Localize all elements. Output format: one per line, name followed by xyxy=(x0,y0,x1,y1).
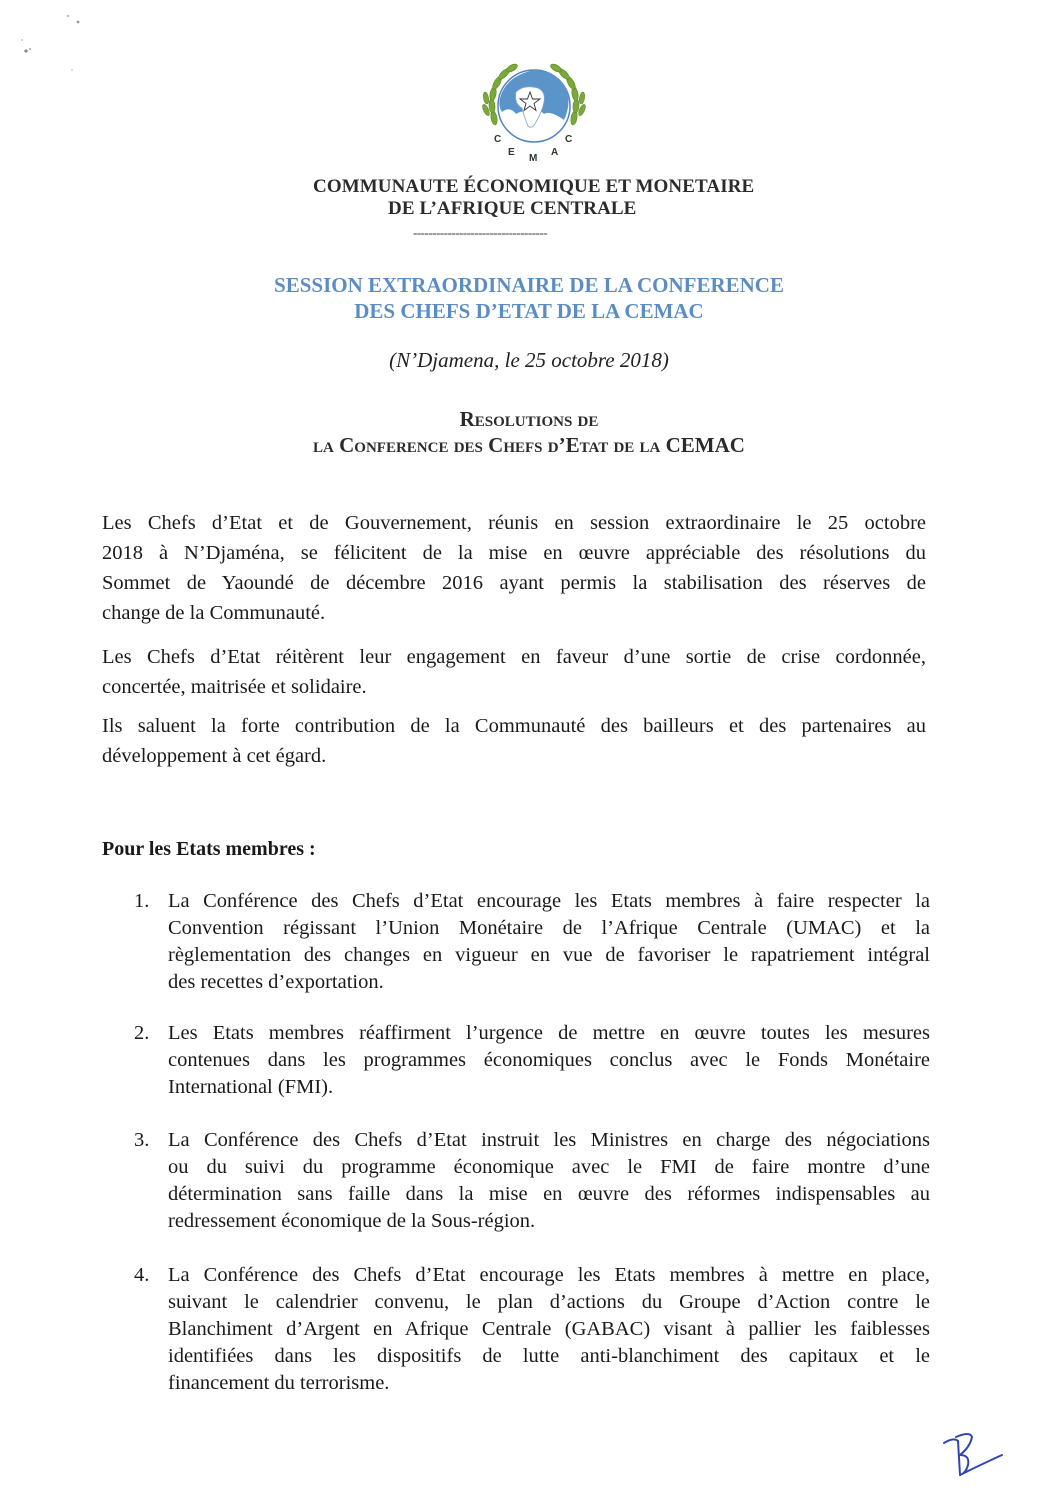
intro-paragraph-2 xyxy=(102,642,926,702)
header-separator: ----------------------------------- xyxy=(413,225,548,240)
text-line: contenues dans les programmes économiques conclus avec le Fonds Monétaire xyxy=(168,1049,930,1071)
place-date: (N’Djamena, le 25 octobre 2018) xyxy=(389,348,669,372)
text-line: La Conférence des Chefs d’Etat instruit les Ministres en charge des négociations xyxy=(168,1129,930,1151)
svg-text:M: M xyxy=(529,153,538,164)
item-body xyxy=(168,1127,930,1235)
session-title-line1: SESSION EXTRAORDINAIRE DE LA CONFERENCE xyxy=(274,273,784,297)
session-title-line2: DES CHEFS D’ETAT DE LA CEMAC xyxy=(354,299,704,323)
resolutions-heading-line2: la Conference des Chefs d’Etat de la CEMAC xyxy=(313,433,745,457)
organization-name-line1: COMMUNAUTE ÉCONOMIQUE ET MONETAIRE xyxy=(313,176,755,197)
text-line: La Conférence des Chefs d’Etat encourage les Etats membres à faire respecter la xyxy=(168,890,930,912)
text-line: La Conférence des Chefs d’Etat encourage les Etats membres à mettre en place, xyxy=(168,1264,930,1286)
organization-name-line2: DE L’AFRIQUE CENTRALE xyxy=(388,198,637,219)
text-line: suivant le calendrier convenu, le plan d’actions du Groupe d’Action contre le xyxy=(168,1291,930,1313)
text-line: Les Etats membres réaffirment l’urgence de mettre en œuvre toutes les mesures xyxy=(168,1022,930,1044)
text-line: Blanchiment d’Argent en Afrique Centrale (GABAC) visant à pallier les faiblesses xyxy=(168,1318,930,1340)
svg-text:A: A xyxy=(551,147,559,158)
item-number: 3. xyxy=(134,1129,150,1151)
item-body xyxy=(168,1020,930,1101)
text-line: change de la Communauté. xyxy=(102,602,326,624)
text-line: détermination sans faille dans la mise en œuvre des réformes indispensables au xyxy=(168,1183,930,1205)
text-line: Convention régissant l’Union Monétaire de l’Afrique Centrale (UMAC) et la xyxy=(168,917,930,939)
handwritten-initials-icon xyxy=(940,1425,1010,1485)
text-line: financement du terrorisme. xyxy=(168,1372,390,1394)
item-number: 2. xyxy=(134,1022,150,1044)
text-line: Sommet de Yaoundé de décembre 2016 ayant permis la stabilisation des réserves de xyxy=(102,572,926,594)
text-line: identifiées dans les dispositifs de lutte anti-blanchiment des capitaux et le xyxy=(168,1345,930,1367)
text-line: ou du suivi du programme économique avec le FMI de faire montre d’une xyxy=(168,1156,930,1178)
text-line: développement à cet égard. xyxy=(102,745,327,767)
text-line: redressement économique de la Sous-région. xyxy=(168,1210,536,1232)
text-line: règlementation des changes en vigueur en vue de favoriser le rapatriement intégral xyxy=(168,944,930,966)
resolutions-heading-line1: Resolutions de xyxy=(459,407,599,431)
item-body xyxy=(168,1262,930,1397)
text-line: Les Chefs d’Etat réitèrent leur engagement en faveur d’une sortie de crise cordonnée, xyxy=(102,646,926,668)
text-line: Les Chefs d’Etat et de Gouvernement, réunis en session extraordinaire le 25 octobre xyxy=(102,512,926,534)
cemac-emblem-icon xyxy=(478,48,590,166)
text-line: des recettes d’exportation. xyxy=(168,971,384,993)
svg-text:E: E xyxy=(508,147,515,158)
item-body xyxy=(168,888,930,996)
scan-specks-icon xyxy=(0,0,100,80)
text-line: 2018 à N’Djaména, se félicitent de la mise en œuvre appréciable des résolutions du xyxy=(102,542,926,564)
text-line: International (FMI). xyxy=(168,1076,334,1098)
intro-paragraph-1 xyxy=(102,508,926,628)
item-number: 4. xyxy=(134,1264,150,1286)
text-line: Ils saluent la forte contribution de la Communauté des bailleurs et des partenaires au xyxy=(102,715,926,737)
text-line: concertée, maitrisée et solidaire. xyxy=(102,676,367,698)
member-states-heading: Pour les Etats membres : xyxy=(102,838,316,860)
intro-paragraph-3 xyxy=(102,711,926,771)
svg-text:C: C xyxy=(565,134,573,145)
svg-text:C: C xyxy=(494,134,502,145)
item-number: 1. xyxy=(134,890,150,912)
